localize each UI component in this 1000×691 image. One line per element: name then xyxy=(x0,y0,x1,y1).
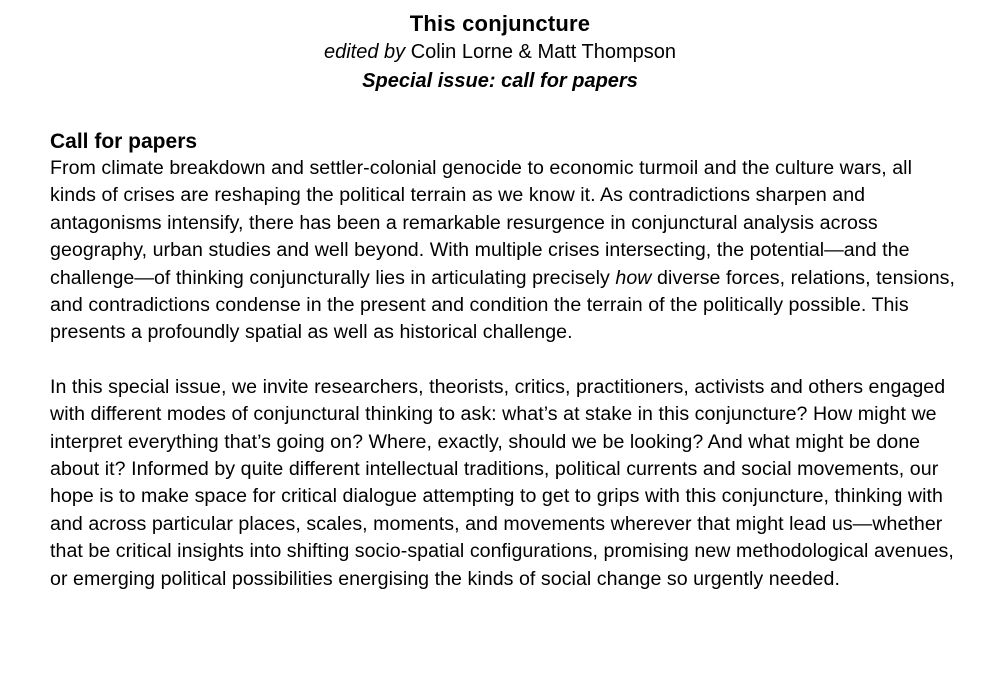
document-body xyxy=(50,128,955,593)
paragraph-1-text-end: diverse forces, relations, tensions, and contradictions condense in the present and condition the terrain of the politically possible. This presents a profoundly spatial as well as historical challenge. xyxy=(50,266,956,344)
special-issue-label: Special issue: call for papers xyxy=(362,70,638,92)
editor-names: Colin Lorne & Matt Thompson xyxy=(410,41,677,63)
section-heading: Call for papers xyxy=(50,130,198,153)
paragraph-2: In this special issue, we invite researchers, theorists, critics, practitioners, activists and others engaged with different modes of conjunctural thinking to ask: what’s at stake in this conjuncture? How might we interpret everything that’s going on? Where, exactly, should we be looking? And what might be done about it? Informed by quite different intellectual traditions, political currents and social movements, our hope is to make space for critical dialogue attempting to get to grips with this conjuncture, thinking with and across particular places, scales, moments, and movements wherever that might lead us—whether that be critical insights into shifting socio-spatial configurations, promising new methodological avenues, or emerging political possibilities energising the kinds of social change so urgently needed. xyxy=(50,375,954,590)
paragraph-1 xyxy=(50,155,955,347)
paragraph-1-text-start: From climate breakdown and settler-colonial genocide to economic turmoil and the culture wars, all kinds of crises are reshaping the political terrain as we know it. As contradictions sharpen and antagonisms intensify, there has been a remarkable resurgence in conjunctural analysis across geography, urban studies and well beyond. With multiple crises intersecting, the potential—and the challenge—of thinking conjuncturally lies in articulating precisely xyxy=(50,157,912,289)
edited-by-label: edited by xyxy=(323,41,406,63)
document-header xyxy=(0,10,1000,96)
editors-line xyxy=(0,38,1000,67)
paragraph-1-emphasis: how xyxy=(615,266,652,289)
document-title: This conjuncture xyxy=(409,11,591,36)
